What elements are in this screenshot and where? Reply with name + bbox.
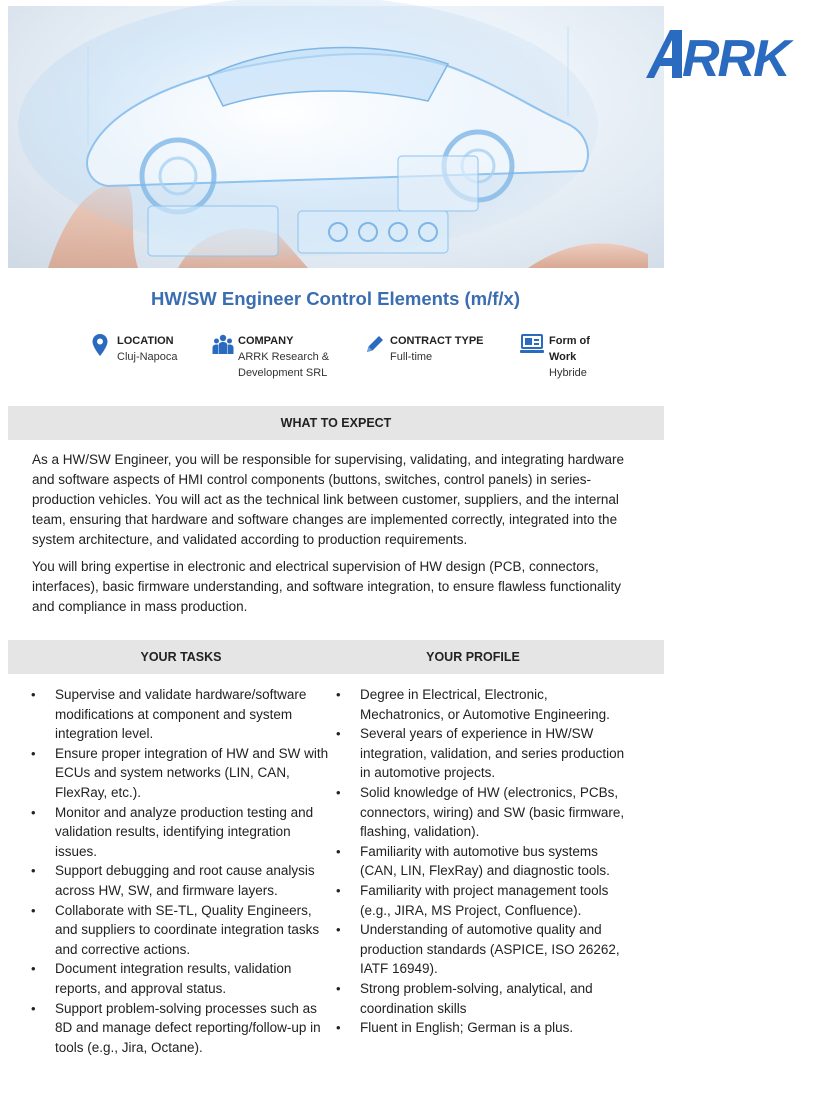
- contract-type-label: CONTRACT TYPE: [390, 335, 484, 347]
- what-to-expect-header: [8, 406, 664, 440]
- info-company: [212, 333, 338, 381]
- list-item: • Support problem-solving processes such as 8D and manage defect reporting/follow-up in tools (e.g., Jira, Octane).: [31, 999, 331, 1058]
- tasks-list: [31, 685, 331, 1057]
- your-profile-heading: YOUR PROFILE: [426, 650, 520, 664]
- expect-paragraph-1: As a HW/SW Engineer, you will be responsible for supervising, validating, and integrating hardware and software aspects of HMI control components (buttons, switches, control panels) in series-production vehicles. You will act as the technical link between customer, suppliers, and the internal team, ensuring that hardware and software changes are implemented correctly, integrated into the system architecture, and validated according to production requirements.: [32, 452, 625, 547]
- list-item: • Fluent in English; German is a plus.: [336, 1018, 626, 1038]
- expect-paragraph-2: You will bring expertise in electronic and electrical supervision of HW design (PCB, connectors, interfaces), basic firmware understanding, and software integration, to ensure flawless functionality and compliance in mass production.: [32, 559, 622, 614]
- job-title: HW/SW Engineer Control Elements (m/f/x): [151, 288, 520, 309]
- list-item: • Familiarity with automotive bus systems (CAN, LIN, FlexRay) and diagnostic tools.: [336, 842, 626, 881]
- svg-text:RRK: RRK: [682, 30, 789, 88]
- hero-image: [8, 6, 789, 268]
- people-icon: [212, 333, 234, 359]
- list-item: • Solid knowledge of HW (electronics, PCBs, connectors, wiring) and SW (basic firmware, flashing, validation).: [336, 783, 626, 842]
- list-item: • Strong problem-solving, analytical, and coordination skills: [336, 979, 626, 1018]
- form-of-work-value: Hybride: [549, 367, 587, 379]
- pen-icon: [364, 333, 386, 359]
- tasks-profile-header: [8, 640, 664, 674]
- list-item: • Familiarity with project management tools (e.g., JIRA, MS Project, Confluence).: [336, 881, 626, 920]
- info-location: [91, 333, 178, 365]
- list-item: • Several years of experience in HW/SW integration, validation, and series production in automotive projects.: [336, 724, 626, 783]
- list-item: • Understanding of automotive quality and production standards (ASPICE, ISO 26262, IATF 16949).: [336, 920, 626, 979]
- location-label: LOCATION: [117, 335, 174, 347]
- your-tasks-heading: YOUR TASKS: [140, 650, 222, 664]
- info-contract-type: [364, 333, 484, 365]
- list-item: • Document integration results, validation reports, and approval status.: [31, 959, 331, 998]
- location-value: Cluj-Napoca: [117, 351, 178, 363]
- list-item: • Monitor and analyze production testing and validation results, identifying integration issues.: [31, 803, 331, 862]
- list-item: • Supervise and validate hardware/software modifications at component and system integration level.: [31, 685, 331, 744]
- company-label: COMPANY: [238, 335, 294, 347]
- list-item: • Support debugging and root cause analysis across HW, SW, and firmware layers.: [31, 861, 331, 900]
- profile-list: [336, 685, 626, 1038]
- list-item: • Degree in Electrical, Electronic, Mechatronics, or Automotive Engineering.: [336, 685, 626, 724]
- list-item: • Ensure proper integration of HW and SW with ECUs and system networks (LIN, CAN, FlexRay, etc.).: [31, 744, 331, 803]
- list-item: • Collaborate with SE-TL, Quality Engineers, and suppliers to coordinate integration tasks and corrective actions.: [31, 901, 331, 960]
- company-value: ARRK Research & Development SRL: [238, 351, 330, 379]
- location-pin-icon: [91, 333, 113, 359]
- workstation-icon: [519, 333, 545, 359]
- contract-type-value: Full-time: [390, 351, 433, 363]
- what-to-expect-heading: WHAT TO EXPECT: [280, 416, 392, 430]
- info-form-of-work: [519, 333, 609, 381]
- car-hologram-illustration: [8, 6, 664, 268]
- form-of-work-label: Form of Work: [549, 335, 590, 363]
